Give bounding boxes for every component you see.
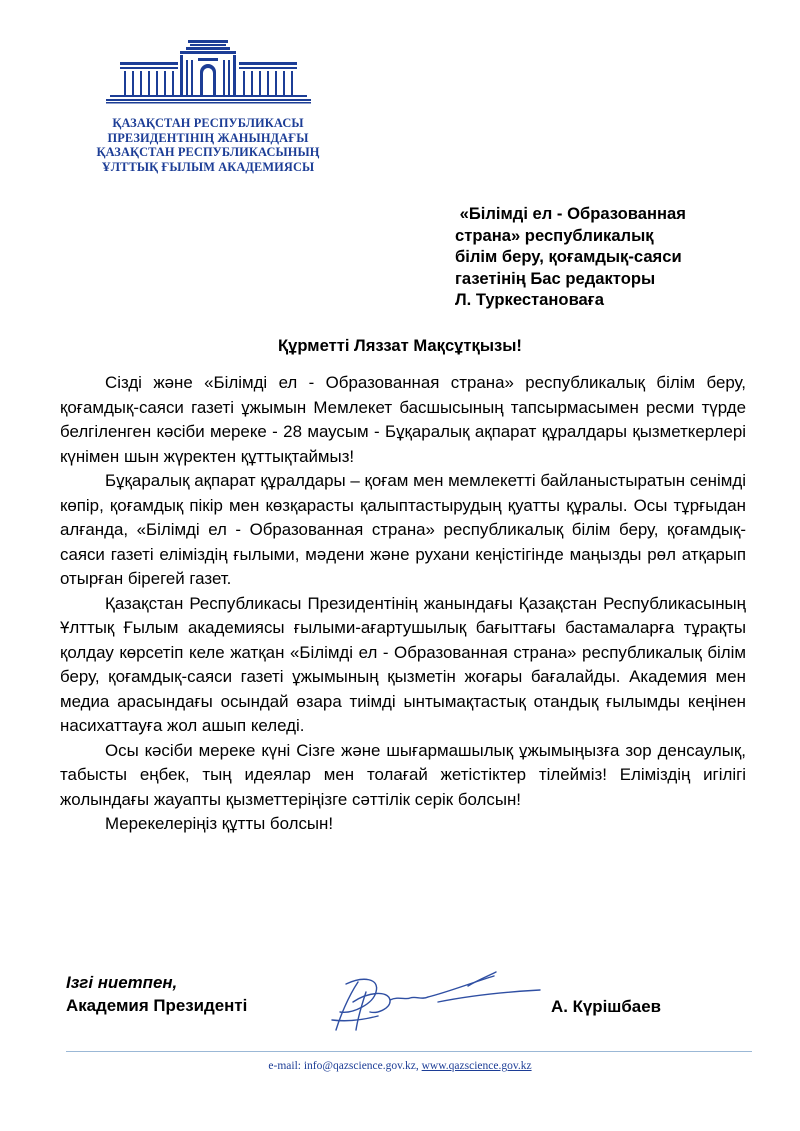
closing-wish: Ізгі ниетпен, (66, 973, 178, 992)
body-paragraph: Қазақстан Республикасы Президентінің жанындағы Қазақстан Республикасының Ұлттық Ғылым академиясы ғылыми-ағартушылық бағыттағы бастамаларға тұрақты қолдау көрсетіп келе жатқан «Білімді ел - Образованная страна» республикалық білім беру, қоғамдық-саяси газеті ұжымының қызметін жоғары бағалайды. Академия мен медиа арасындағы осындай өзара тиімді ынтымақтастық отандық ғылымды кеңінен насихаттауға жол ашып келеді. (60, 593, 746, 735)
addressee-line: білім беру, қоғамдық-саяси (455, 247, 682, 266)
footer-website-link[interactable]: www.qazscience.gov.kz (421, 1060, 532, 1072)
org-line: ҰЛТТЫҚ ҒЫЛЫМ АКАДЕМИЯСЫ (101, 159, 315, 174)
salutation: Құрметті Ляззат Мақсұтқызы! (278, 336, 522, 355)
org-line: ҚАЗАҚСТАН РЕСПУБЛИКАСЫ (112, 116, 304, 130)
footer-contacts (0, 1060, 800, 1072)
addressee-block (455, 203, 775, 311)
letter-body (60, 371, 746, 837)
signature-image (318, 962, 548, 1037)
footer-email: e-mail: info@qazscience.gov.kz, (268, 1060, 419, 1072)
organization-name (70, 116, 346, 174)
addressee-line: Л. Туркестановаға (455, 290, 604, 309)
body-paragraph: Бұқаралық ақпарат құралдары – қоғам мен мемлекетті байланыстыратын сенімді көпір, қоғамдық пікір мен көзқарасты қалыптастырудың қуатты құралы. Осы тұрғыдан алғанда, «Білімді ел - Образованная страна» республикалық білім беру, қоғамдық-саяси газеті еліміздің ғылыми, мәдени және рухани кеңістігінде маңызды рөл атқарып отырған бірегей газет. (60, 471, 746, 588)
footer-divider (66, 1051, 752, 1052)
addressee-line: «Білімді ел - Образованная (455, 204, 686, 223)
addressee-line: газетінің Бас редакторы (455, 268, 656, 288)
body-paragraph: Мерекелеріңіз құтты болсын! (105, 814, 334, 833)
closing-block (66, 971, 247, 1017)
signer-title: Академия Президенті (66, 996, 248, 1015)
addressee-line: страна» республикалық (455, 225, 654, 245)
body-paragraph: Сізді және «Білімді ел - Образованная страна» республикалық білім беру, қоғамдық-саяси газеті ұжымын Мемлекет басшысының тапсырмасымен ресми түрде белгіленген кәсіби мереке - 28 маусым - Бұқаралық ақпарат құралдары қызметкерлері күнімен шын жүректен құттықтаймыз! (60, 373, 746, 466)
body-paragraph: Осы кәсіби мереке күні Сізге және шығармашылық ұжымыңызға зор денсаулық, табысты еңбек, тың идеялар мен толағай жетістіктер тілейміз! Еліміздің игілігі жолындағы жауапты қызметтеріңізге сәттілік серік болсын! (60, 740, 746, 809)
academy-building-icon (106, 38, 311, 104)
signer-name: А. Күрішбаев (551, 997, 661, 1016)
org-line: ҚАЗАҚСТАН РЕСПУБЛИКАСЫНЫҢ (96, 145, 320, 160)
org-line: ПРЕЗИДЕНТІНІҢ ЖАНЫНДАҒЫ (107, 130, 309, 145)
